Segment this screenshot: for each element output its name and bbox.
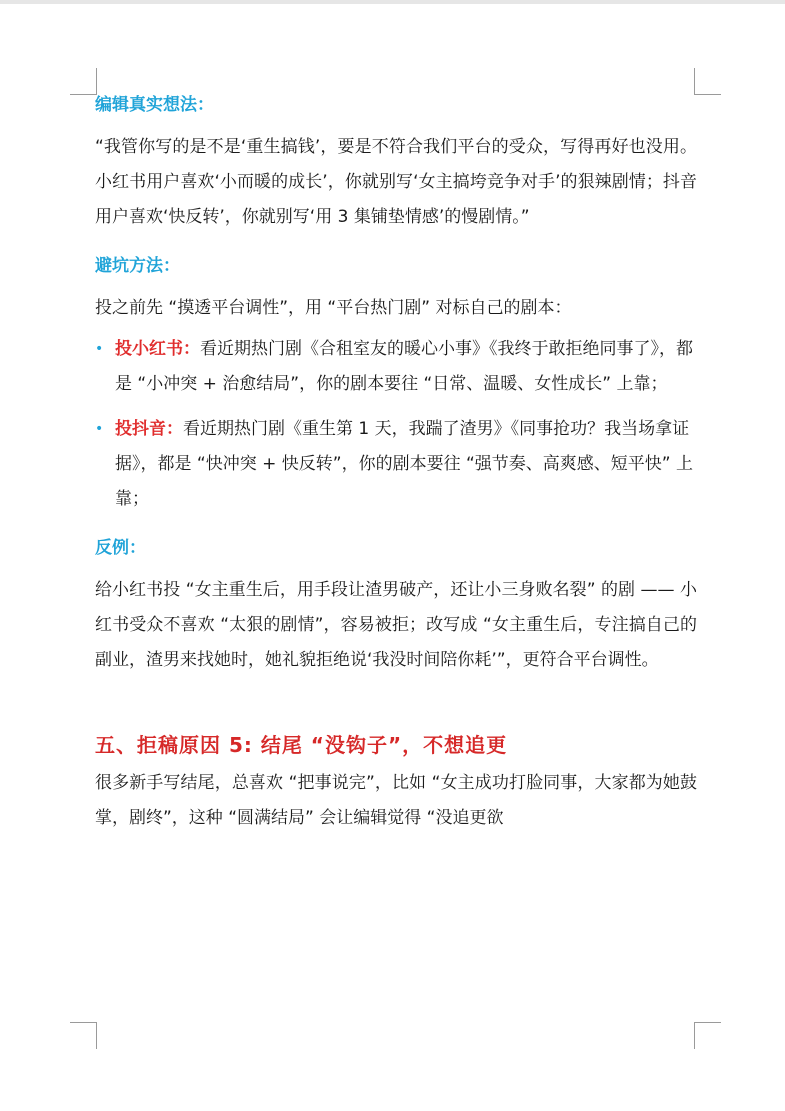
list-item-label: 投抖音： [115,419,183,439]
editor-thoughts-heading: 编辑真实想法： [95,95,214,115]
list-item [95,332,697,402]
editor-thoughts-text: “我管你写的是不是‘重生搞钱’，要是不符合我们平台的受众，写得再好也没用。小红书用户喜欢‘小而暖的成长’，你就别写‘女主搞垮竞争对手’的狠辣剧情；抖音用户喜欢‘快反转’，你就别写‘用 3 集铺垫情感’的慢剧情。” [95,137,697,227]
avoid-method-heading: 避坑方法： [95,256,180,276]
list-item-label: 投小红书： [115,339,200,359]
document-body [95,88,697,836]
avoid-method-intro: 投之前先 “摸透平台调性”，用 “平台热门剧” 对标自己的剧本： [95,298,572,318]
top-edge [0,0,785,4]
list-item-text: 看近期热门剧《合租室友的暖心小事》《我终于敢拒绝同事了》，都是 “小冲突 + 治愈结局”，你的剧本要往 “日常、温暖、女性成长” 上靠； [115,339,693,394]
list-item-text: 看近期热门剧《重生第 1 天，我踹了渣男》《同事抢功？我当场拿证据》，都是 “快冲突 + 快反转”，你的剧本要往 “强节奏、高爽感、短平快” 上靠； [115,419,693,509]
section-title: 五、拒稿原因 5: 结尾 “没钩子”，不想追更 [95,733,508,757]
counter-example-text: 给小红书投 “女主重生后，用手段让渣男破产，还让小三身败名裂” 的剧 —— 小红书受众不喜欢 “太狠的剧情”，容易被拒；改写成 “女主重生后，专注搞自己的副业，渣男来找她时，她礼貌拒绝说‘我没时间陪你耗’”，更符合平台调性。 [95,580,697,670]
page-corner-mark-bottom-left [70,1022,97,1049]
counter-example-heading: 反例： [95,538,146,558]
page-corner-mark-top-left [70,68,97,95]
page-corner-mark-top-right [694,68,721,95]
page-corner-mark-bottom-right [694,1022,721,1049]
list-item [95,412,697,517]
bullet-icon: • [95,421,104,437]
reason5-text: 很多新手写结尾，总喜欢 “把事说完”，比如 “女主成功打脸同事，大家都为她鼓掌，剧终”，这种 “圆满结局” 会让编辑觉得 “没追更欲 [95,773,697,828]
bullet-icon: • [95,341,104,357]
platform-tips-list [95,332,697,517]
